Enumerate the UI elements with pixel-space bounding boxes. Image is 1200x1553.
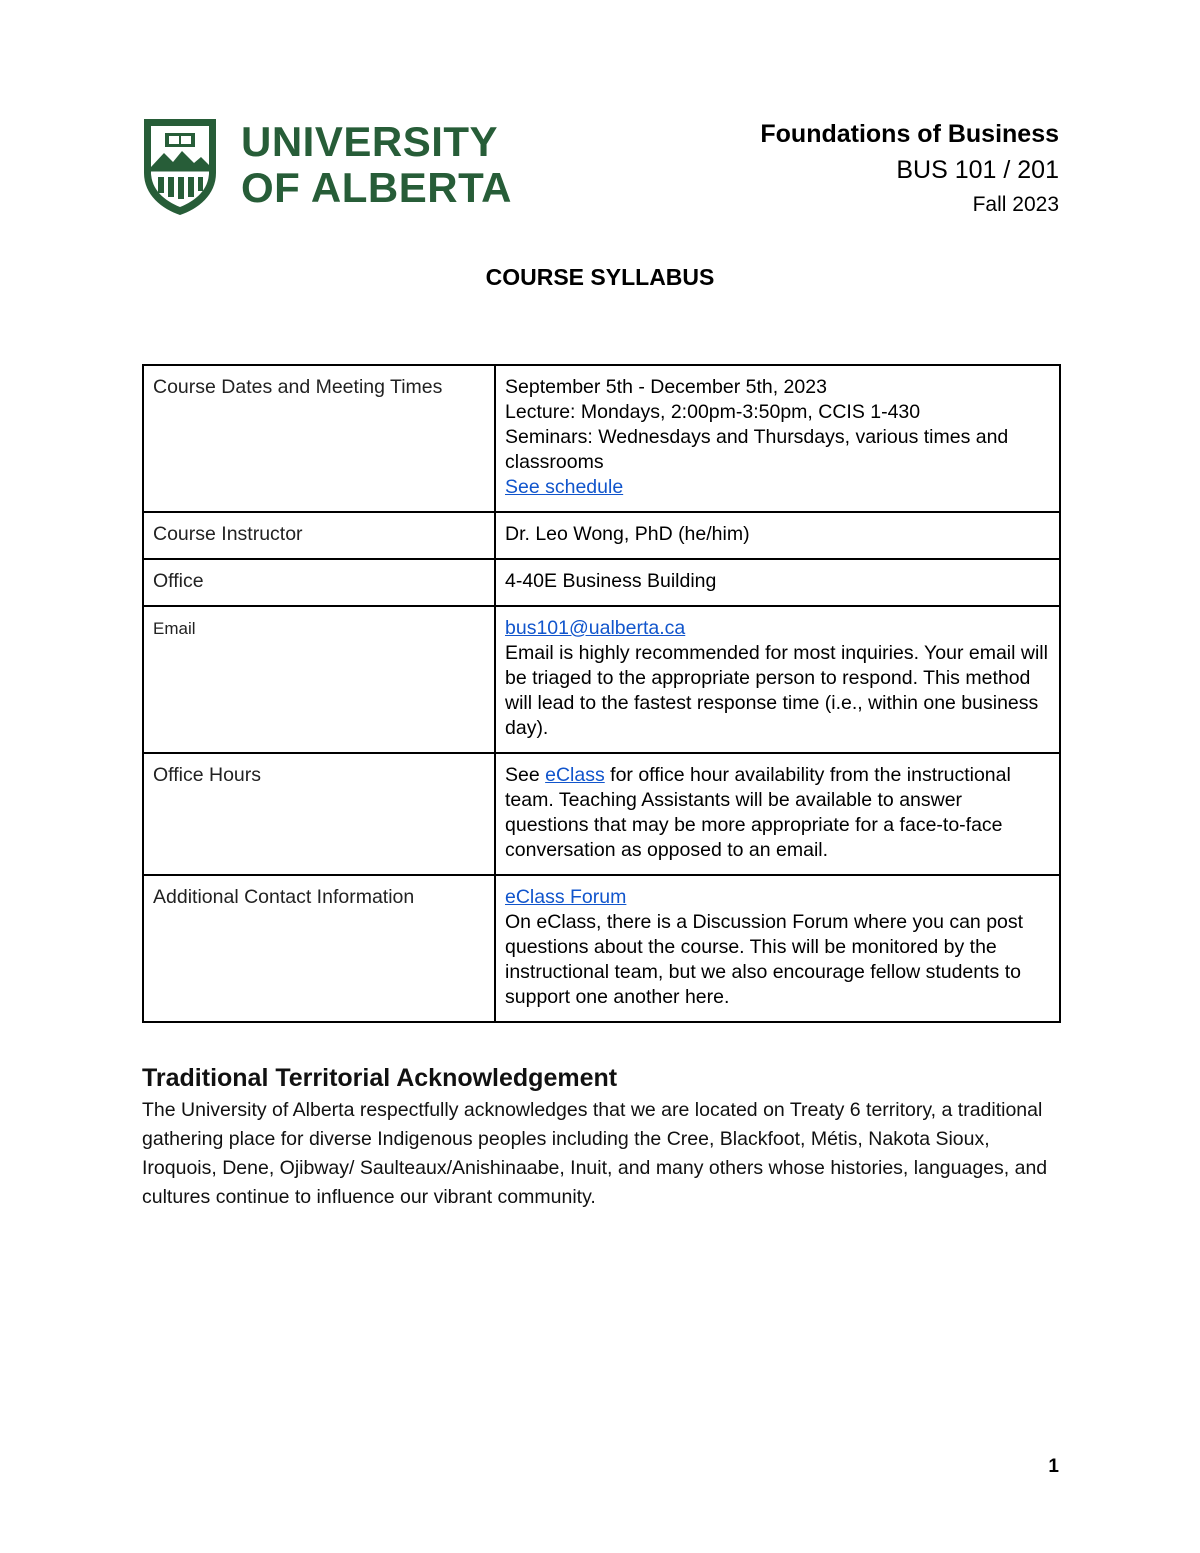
table-row-dates [143,365,1060,512]
email-link[interactable]: bus101@ualberta.ca [505,617,686,639]
table-row-email [143,606,1060,753]
office-hours-value [495,753,1060,875]
acknowledgement-heading: Traditional Territorial Acknowledgement [142,1064,618,1092]
dates-value [495,365,1060,512]
forum-note: On eClass, there is a Discussion Forum where you can post questions about the course. This will be monitored by the instructional team, but we also encourage fellow students to support one another here. [505,911,1024,1008]
eclass-forum-link[interactable]: eClass Forum [505,886,627,908]
see-schedule-link[interactable]: See schedule [505,476,624,498]
instructor-value: Dr. Leo Wong, PhD (he/him) [495,512,1060,559]
course-info-table [142,364,1061,1023]
email-note: Email is highly recommended for most inquiries. Your email will be triaged to the appropriate person to respond. This method will lead to the fastest response time (i.e., within one business day). [505,642,1048,739]
acknowledgement-body: The University of Alberta respectfully acknowledges that we are located on Treaty 6 territory, a traditional gathering place for diverse Indigenous peoples including the Cree, Blackfoot, Métis, Nakota Sioux, Iroquois, Dene, Ojibway/ Saulteaux/Anishinaabe, Inuit, and many others whose histories, languages, and cultures continue to influence our vibrant community. [142,1099,1048,1208]
page-number: 1 [1048,1456,1059,1477]
office-hours-note: for office hour availability from the instructional team. Teaching Assistants will be available to answer questions that may be more appropriate for a face-to-face conversation as opposed to an email. [505,764,1011,861]
lecture-info: Lecture: Mondays, 2:00pm-3:50pm, CCIS 1-430 [505,401,921,423]
wordmark-line-2: OF ALBERTA [241,164,512,211]
email-value [495,606,1060,753]
dates-label: Course Dates and Meeting Times [143,365,495,512]
additional-contact-label: Additional Contact Information [143,875,495,1022]
table-row-office [143,559,1060,606]
office-hours-prefix: See [505,764,540,786]
university-logo [140,115,510,217]
instructor-label: Course Instructor [143,512,495,559]
email-label: Email [153,619,196,638]
office-value: 4-40E Business Building [495,559,1060,606]
course-term: Fall 2023 [972,193,1059,216]
table-row-instructor [143,512,1060,559]
university-crest-icon [140,115,220,217]
wordmark-line-1: UNIVERSITY [241,118,499,165]
additional-contact-value [495,875,1060,1022]
office-label: Office [143,559,495,606]
table-row-additional-contact [143,875,1060,1022]
course-code: BUS 101 / 201 [896,156,1059,184]
table-row-office-hours [143,753,1060,875]
office-hours-label: Office Hours [143,753,495,875]
course-header [760,117,1059,221]
seminar-info: Seminars: Wednesdays and Thursdays, various times and classrooms [505,426,1009,473]
course-title: Foundations of Business [760,120,1059,148]
university-wordmark [241,119,512,211]
dates-range: September 5th - December 5th, 2023 [505,376,827,398]
document-title: COURSE SYLLABUS [485,264,715,290]
email-label-cell [143,606,495,753]
eclass-link[interactable]: eClass [545,764,605,786]
